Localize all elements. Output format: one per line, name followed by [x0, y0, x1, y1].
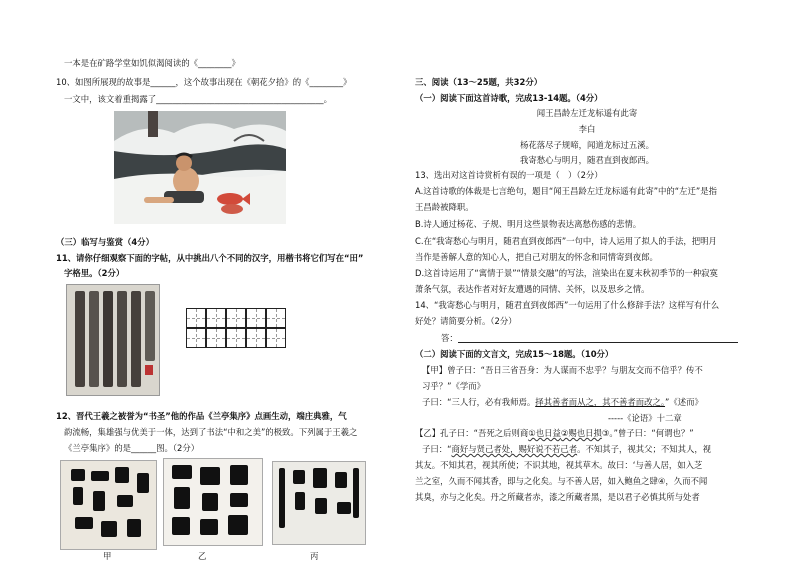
q14-line2: 好处？请简要分析。（2分） — [415, 316, 517, 326]
jia-text-3b: 择其善者而从之，其不善者而改之。 — [535, 397, 666, 407]
story-illustration — [114, 111, 286, 224]
q11-line1: 11、请你仔细观察下面的字帖，从中挑出八个不同的汉字，用楷书将它们写在“田” — [56, 253, 364, 263]
jia-text-3 — [422, 397, 703, 408]
jia-source: -----《论语》十二章 — [608, 413, 682, 423]
q13-option-b: B.诗人通过杨花、子规、明月这些景物表达离愁伤感的悲情。 — [415, 219, 642, 229]
calligraphy-bing[interactable] — [272, 461, 366, 545]
yi-text-2 — [422, 444, 711, 455]
q13-option-d-1: D.这首诗运用了“寓情于景”“情景交融”的写法，渲染出在夏末秋初季节的一种寂寞 — [415, 268, 718, 278]
jia-text-3c: ”《述而》 — [665, 397, 703, 407]
jia-text-1: 【甲】曾子曰：“吾日三省吾身：为人谋而不忠乎？与朋友交而不信乎？传不 — [422, 365, 703, 375]
yi-text-3: 其友。不知其君，视其所使；不识其地，视其草木。故曰：‘与善人居，如入芝 — [415, 460, 703, 470]
q13-option-d-2: 萧条气氛，表达作者对好友遭遇的同情、关怀，以及思乡之情。 — [415, 284, 650, 294]
q9-tail: 一本是在矿路学堂如饥似渴阅读的《________》 — [64, 58, 240, 68]
q12-line3: 《兰亭集序》的是______图。（2分） — [64, 443, 200, 453]
yi-text-2c: 。不知其子，视其父；不知其人，视 — [577, 444, 712, 454]
yi-text-1 — [415, 428, 694, 439]
yi-text-5: 其臭，亦与之化矣。丹之所藏者赤，漆之所藏者黑，是以君子必慎其所与处者 — [415, 492, 700, 502]
classical-part-title: （二）阅读下面的文言文，完成15～18题。（10分） — [415, 349, 614, 359]
q11-line2: 字格里。（2分） — [64, 268, 125, 278]
yi-text-1d: ③。”曾子曰：“何谓也？” — [601, 428, 694, 438]
poem-line-2: 我寄愁心与明月，随君直到夜郎西。 — [520, 155, 654, 165]
label-bing: 丙 — [310, 551, 319, 561]
q14-line1: 14、“我寄愁心与明月，随君直到夜郎西”一句运用了什么修辞手法？这样写有什么 — [415, 300, 720, 310]
copybook-image — [66, 284, 160, 396]
tianzige-grid[interactable] — [186, 308, 286, 348]
reading-section-title: 三、阅读（13～25题，共32分） — [415, 77, 543, 87]
yi-text-1a: 【乙】孔子曰：“吾死之后则商 — [415, 428, 529, 438]
calligraphy-yi[interactable] — [163, 458, 263, 546]
q10-line1: 10、如图所展现的故事是______，这个故事出现在《朝花夕拾》的《________》 — [56, 77, 352, 87]
q14-answer-line[interactable] — [458, 342, 738, 343]
yi-text-1c: ②赐也日损 — [560, 428, 602, 438]
q13-option-c-1: C.在“我寄愁心与明月，随君直到夜郎西”一句中，诗人运用了拟人的手法，把明月 — [415, 236, 717, 246]
label-yi: 乙 — [198, 551, 207, 561]
q14-answer-label: 答： — [441, 333, 458, 343]
yi-text-1b: ①也日益 — [528, 428, 561, 438]
poem-author: 李白 — [578, 124, 596, 134]
poem-line-1: 杨花落尽子规啼，闻道龙标过五溪。 — [520, 140, 654, 150]
yi-text-2b: 商好与贤己者处，赐好说不若己者 — [451, 444, 578, 454]
q10-line2: 一文中，该文着重揭露了________________________________________。 — [64, 94, 332, 104]
q12-line1: 12、晋代王羲之被誉为“书圣”他的作品《兰亭集序》点画生动，端庄典雅，气 — [56, 411, 347, 421]
story-illustration-drawing — [114, 111, 286, 224]
label-jia: 甲 — [103, 551, 112, 561]
jia-text-3a: 子曰：“三人行，必有我师焉。 — [422, 397, 536, 407]
calligraphy-jia[interactable] — [60, 460, 157, 550]
q12-line2: 韵流畅，集雄强与优美于一体，达到了书法“中和之美”的极致。下列属于王羲之 — [64, 427, 358, 437]
section3-title: （三）临写与鉴赏（4分） — [56, 237, 154, 247]
poem-part-title: （一）阅读下面这首诗歌，完成13-14题。（4分） — [415, 93, 603, 103]
yi-text-4: 兰之室，久而不闻其香，即与之化矣。与不善人居，如入鲍鱼之肆④，久而不闻 — [415, 476, 708, 486]
yi-text-2a: 子曰：“ — [422, 444, 452, 454]
q13-option-c-2: 当作是善解人意的知心人，把自己对朋友的怀念和同情寄到夜郎。 — [415, 252, 658, 262]
q13-option-a-1: A.这首诗歌的体裁是七言绝句，题目“闻王昌龄左迁龙标遥有此寄”中的“左迁”是指 — [415, 186, 717, 196]
q13-option-a-2: 王昌龄被降职。 — [415, 202, 474, 212]
poem-title: 闻王昌龄左迁龙标遥有此寄 — [536, 108, 638, 118]
q13-stem: 13、选出对这首诗赏析有误的一项是（ ）（2分） — [415, 170, 603, 180]
jia-text-2: 习乎？”《学而》 — [422, 381, 485, 391]
